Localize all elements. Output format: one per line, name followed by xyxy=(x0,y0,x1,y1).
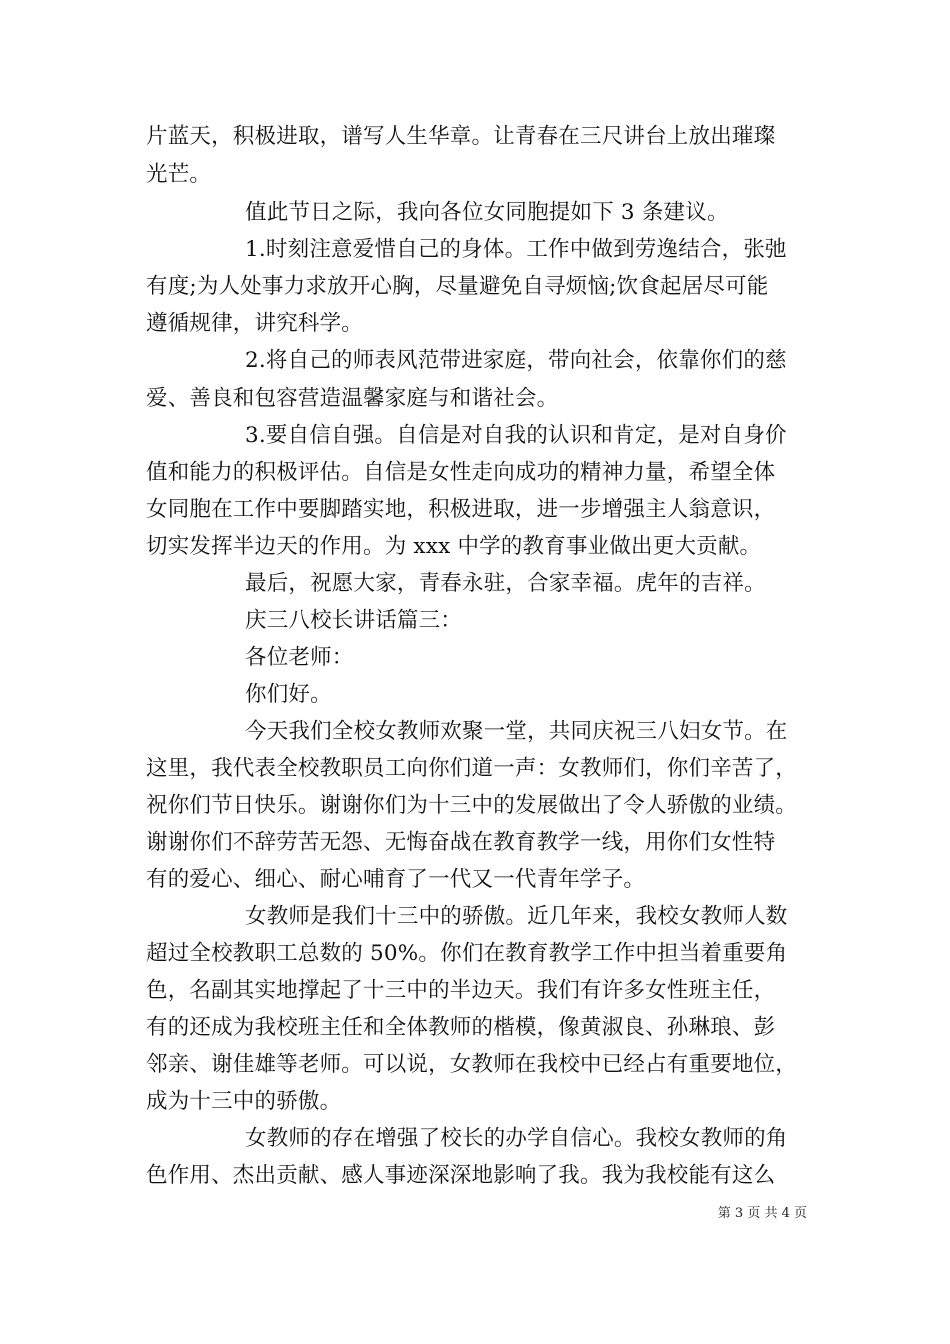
text-line: 片蓝天，积极进取，谱写人生华章。让青春在三尺讲台上放出璀璨 xyxy=(146,124,776,149)
text-line: 爱、善良和包容营造温馨家庭与和谐社会。 xyxy=(146,386,559,411)
text-line: 最后，祝愿大家，青春永驻，合家幸福。虎年的吉祥。 xyxy=(245,571,766,596)
text-line: 有的爱心、细心、耐心哺育了一代又一代青年学子。 xyxy=(146,867,646,892)
text-line: 3.要自信自强。自信是对自我的认识和肯定，是对自身价 xyxy=(245,423,787,448)
text-line: 有的还成为我校班主任和全体教师的楷模，像黄淑良、孙琳琅、彭 xyxy=(146,1015,776,1040)
text-line: 值此节日之际，我向各位女同胞提如下 3 条建议。 xyxy=(245,200,729,225)
text-line: 值和能力的积极评估。自信是女性走向成功的精神力量，希望全体 xyxy=(146,460,776,485)
text-line: 2.将自己的师表风范带进家庭，带向社会，依靠你们的慈 xyxy=(245,348,787,373)
text-line: 超过全校教职工总数的 50%。你们在教育教学工作中担当着重要角 xyxy=(146,941,788,966)
text-line: 女同胞在工作中要脚踏实地，积极进取，进一步增强主人翁意识， xyxy=(146,497,776,522)
text-line: 光芒。 xyxy=(146,162,212,187)
text-line: 色作用、杰出贡献、感人事迹深深地影响了我。我为我校能有这么 xyxy=(146,1163,776,1188)
text-line: 色，名副其实地撑起了十三中的半边天。我们有许多女性班主任， xyxy=(146,978,776,1003)
section-heading: 庆三八校长讲话篇三： xyxy=(245,608,463,633)
text-line: 1.时刻注意爱惜自己的身体。工作中做到劳逸结合，张弛 xyxy=(245,237,787,262)
text-line: 邻亲、谢佳雄等老师。可以说，女教师在我校中已经占有重要地位， xyxy=(146,1052,798,1077)
text-line: 成为十三中的骄傲。 xyxy=(146,1089,342,1114)
text-line: 女教师的存在增强了校长的办学自信心。我校女教师的角 xyxy=(245,1126,788,1151)
text-line: 这里，我代表全校教职员工向你们道一声：女教师们，你们辛苦了， xyxy=(146,756,798,781)
text-line: 遵循规律，讲究科学。 xyxy=(146,311,364,336)
salutation: 各位老师： xyxy=(245,645,354,670)
greeting: 你们好。 xyxy=(245,682,332,707)
text-line: 谢谢你们不辞劳苦无怨、无悔奋战在教育教学一线，用你们女性特 xyxy=(146,830,776,855)
text-line: 祝你们节日快乐。谢谢你们为十三中的发展做出了令人骄傲的业绩。 xyxy=(146,793,798,818)
page-number-footer: 第 3 页 共 4 页 xyxy=(717,1206,807,1221)
text-line: 有度;为人处事力求放开心胸，尽量避免自寻烦恼;饮食起居尽可能 xyxy=(146,274,769,299)
text-line: 切实发挥半边天的作用。为 xxx 中学的教育事业做出更大贡献。 xyxy=(146,534,762,559)
text-line: 女教师是我们十三中的骄傲。近几年来，我校女教师人数 xyxy=(245,904,788,929)
text-line: 今天我们全校女教师欢聚一堂，共同庆祝三八妇女节。在 xyxy=(245,719,788,744)
